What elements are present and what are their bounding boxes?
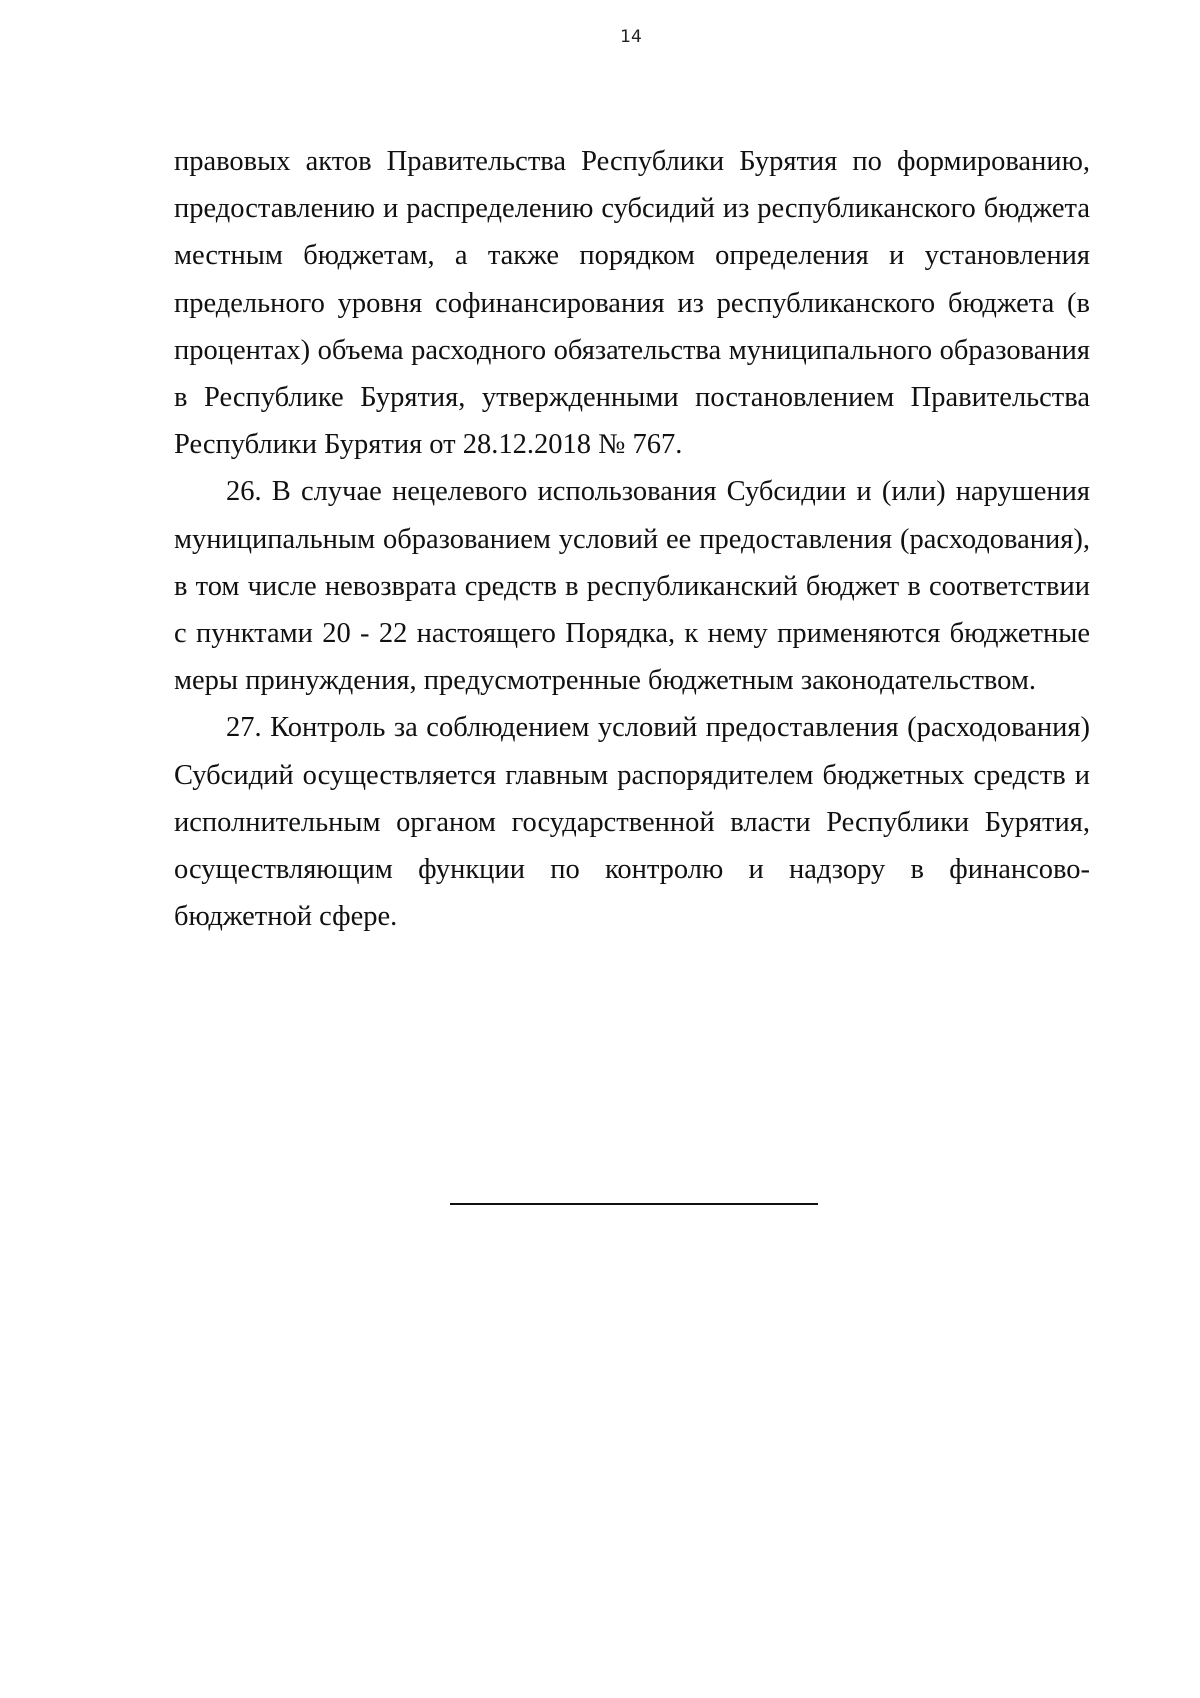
paragraph-continuation: правовых актов Правительства Республики Бурятия по формированию, предоставлению и распределению субсидий из республиканского бюджета местным бюджетам, а также порядком определения и установления предельного уровня софинансирования из республиканского бюджета (в процентах) объема расходного обязательства муниципального образования в Республике Бурятия, утвержденными постановлением Правительства Республики Бурятия от 28.12.2018 № 767. [174, 146, 1090, 461]
end-of-document-rule [450, 1203, 818, 1205]
paragraph-27: 27. Контроль за соблюдением условий предоставления (расходования) Субсидий осуществляется главным распорядителем бюджетных средств и исполнительным органом государственной власти Республики Бурятия, осуществляющим функции по контролю и надзору в финансово-бюджетной сфере. [174, 712, 1090, 933]
paragraph-26: 26. В случае нецелевого использования Субсидии и (или) нарушения муниципальным образованием условий ее предоставления (расходования), в том числе невозврата средств в республиканский бюджет в соответствии с пунктами 20 - 22 настоящего Порядка, к нему применяются бюджетные меры принуждения, предусмотренные бюджетным законодательством. [174, 476, 1090, 697]
document-body [174, 138, 1090, 940]
page-number: 14 [620, 27, 642, 47]
